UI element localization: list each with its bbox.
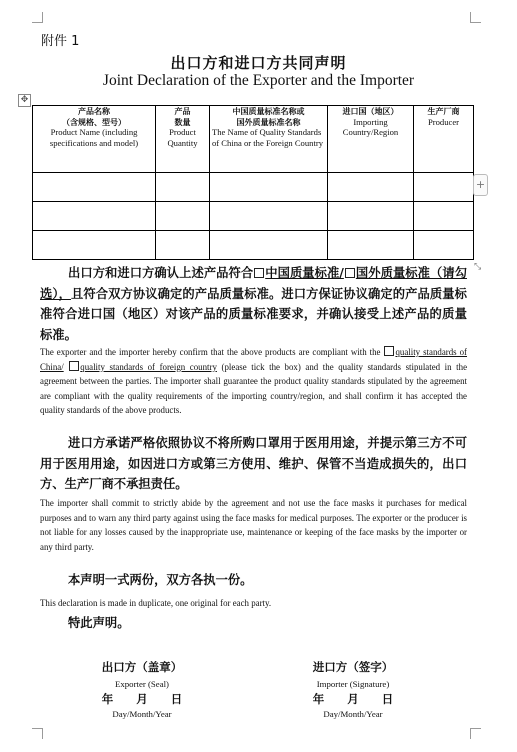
header-producer[interactable] [414,106,474,173]
table-cell[interactable] [414,202,474,231]
checkbox-foreign-standards-en[interactable] [69,361,79,371]
table-header-row [33,106,474,173]
declaration-closing-cn: 特此声明。 [68,615,130,630]
checkbox-china-standards-en[interactable] [384,346,394,356]
header-cn: 进口国（地区） [342,106,399,116]
table-cell[interactable] [414,231,474,260]
crop-mark-top-left [32,12,43,23]
confirmation-paragraph-en [40,345,467,418]
title-english: Joint Declaration of the Exporter and the Importer [102,72,415,89]
table-cell[interactable] [156,202,210,231]
header-en: The Name of Quality Standards of China or the Foreign Country [212,127,323,148]
table-cell[interactable] [328,173,414,202]
date-label-en: Day/Month/Year [112,709,172,719]
table-cell[interactable] [156,231,210,260]
header-quality-standards[interactable] [210,106,328,173]
para-text: 出口方和进口方确认上述产品符合 [68,265,254,280]
exporter-label-cn: 出口方（盖章） [101,660,183,674]
importer-label-en: Importer (Signature) [316,679,390,689]
header-en: Producer [427,116,460,127]
table-cell[interactable] [33,231,156,260]
duplicate-paragraph-cn: 本声明一式两份，双方各执一份。 [68,572,253,587]
header-cn-sub: 国外质量标准名称 [236,116,301,127]
header-cn-sub: 数量 [174,116,191,127]
header-product-quantity[interactable] [156,106,210,173]
title-chinese: 出口方和进口方共同声明 [170,54,347,72]
table-cell[interactable] [210,173,328,202]
table-cell[interactable] [414,173,474,202]
header-cn: 中国质量标准名称或 [232,106,305,116]
table-cell[interactable] [328,231,414,260]
product-table [32,105,474,260]
importer-label-cn: 进口方（签字） [312,660,394,674]
checkbox-foreign-standards[interactable] [345,268,355,278]
commitment-paragraph-cn: 进口方承诺严格依照协议不将所购口罩用于医用用途，并提示第三方不可用于医用用途，如因进口方或第三方使用、维护、保管不当造成损失的，出口方、生产厂商不承担责任。 [40,435,467,491]
table-row [33,231,474,260]
table-resize-icon[interactable]: ⤡ [474,262,482,272]
para-text: The exporter and the importer hereby confirm that the above products are compliant with the [40,347,381,357]
table-row [33,173,474,202]
para-text: (please tick the box) and the quality standards stipulated in the agreement between the parties. The importer shall guarantee the product quality standards stipulated by the agreement are compliant with the quality requirements of the importing country/region, and shall confirm it has accepted the quality standards of the above products. [40,361,468,416]
header-en: Product Quantity [167,127,198,148]
checkbox-china-standards[interactable] [254,268,264,278]
crop-mark-bottom-right [470,728,481,739]
table-cell[interactable] [210,202,328,231]
table-cell[interactable] [33,173,156,202]
table-cell[interactable] [210,231,328,260]
para-text: 且符合双方协议确定的产品质量标准。进口方保证协议确定的产品质量标准符合进口国（地区）对该产品的质量标准要求，并确认接受上述产品的质量标准。 [40,285,467,342]
table-cell[interactable] [156,173,210,202]
header-cn: 生产厂商 [427,106,460,116]
table-cell[interactable] [33,202,156,231]
duplicate-paragraph-en: This declaration is made in duplicate, one original for each party. [40,598,272,608]
date-label-en: Day/Month/Year [323,709,383,719]
date-label-cn: 年 月 日 [101,692,183,706]
header-cn: 产品名称 [78,106,110,116]
exporter-signature-block [84,659,200,719]
table-row [33,202,474,231]
table-move-handle-icon[interactable]: ✥ [18,94,31,107]
importer-signature-block [290,659,416,719]
annex-label: 附件 1 [41,34,80,49]
table-cell[interactable] [328,202,414,231]
exporter-label-en: Exporter (Seal) [115,679,169,689]
add-row-plus-icon[interactable]: + [473,174,488,196]
header-product-name[interactable] [33,106,156,173]
crop-mark-bottom-left [32,728,43,739]
header-en: Product Name (including specifications and model) [49,127,139,148]
header-cn-sub: （含规格、型号） [62,116,126,127]
option-label: quality standards of foreign country [80,361,217,372]
crop-mark-top-right [470,12,481,23]
option-label: 国外质量标准（请勾选）， [40,265,467,301]
header-en: Importing Country/Region [342,116,399,137]
option-label: 中国质量标准/ [265,265,344,280]
confirmation-paragraph-cn [40,263,467,345]
header-cn: 产品 [174,106,191,116]
commitment-paragraph-en: The importer shall commit to strictly abide by the agreement and not use the face masks it purchases for medical purposes and to warn any third party against using the face masks for medical purposes. The exporter or the producer is not liable for any losses caused by the inappropriate use, maintenance or keeping of the face masks by the importer or any third party. [40,498,467,552]
date-label-cn: 年 月 日 [312,692,394,706]
header-importing-country[interactable] [328,106,414,173]
option-label: quality standards of China/ [40,347,468,372]
